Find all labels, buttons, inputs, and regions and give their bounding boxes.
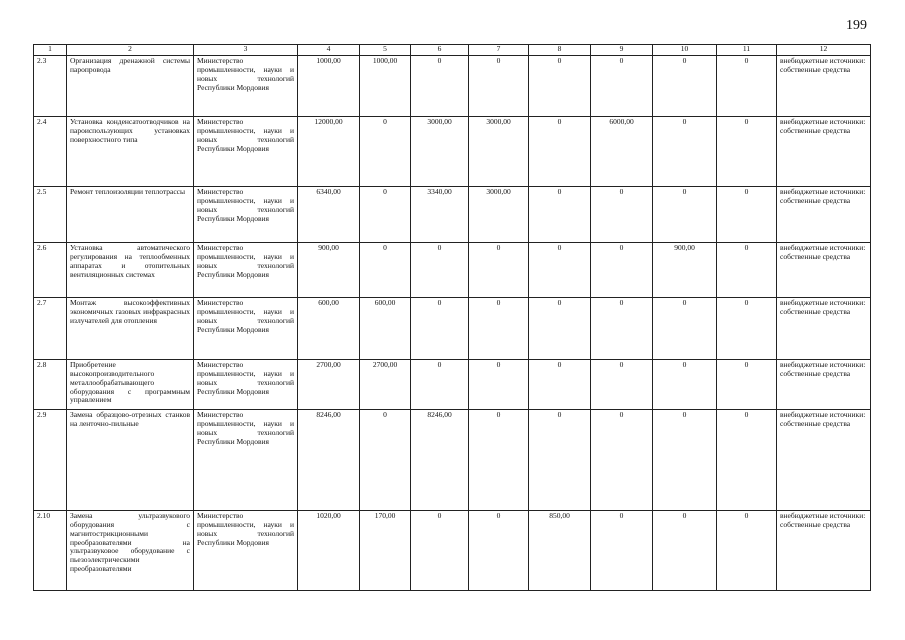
amount-cell: 0 bbox=[411, 298, 469, 360]
amount-cell: 0 bbox=[591, 360, 653, 410]
amount-cell: 0 bbox=[653, 117, 717, 187]
amount-cell: 3000,00 bbox=[469, 187, 529, 243]
measure-name: Установка автоматического регулирования на теплообменных аппаратах и отопительных вентиляционных системах bbox=[67, 243, 194, 298]
amount-cell: 0 bbox=[717, 298, 777, 360]
amount-cell: 850,00 bbox=[529, 511, 591, 591]
amount-cell: 0 bbox=[360, 117, 411, 187]
amount-cell: 0 bbox=[717, 410, 777, 511]
amount-cell: 0 bbox=[717, 187, 777, 243]
funding-source: внебюджетные источники: собственные средства bbox=[777, 298, 871, 360]
amount-cell: 600,00 bbox=[360, 298, 411, 360]
table-row bbox=[34, 56, 871, 117]
column-header: 12 bbox=[777, 45, 871, 56]
amount-cell: 0 bbox=[360, 243, 411, 298]
funding-source: внебюджетные источники: собственные средства bbox=[777, 360, 871, 410]
amount-cell: 0 bbox=[653, 511, 717, 591]
amount-cell: 8246,00 bbox=[411, 410, 469, 511]
amount-cell: 0 bbox=[529, 410, 591, 511]
executor: Министерство промышленности, науки и новых технологий Республики Мордовия bbox=[194, 298, 298, 360]
table-row bbox=[34, 117, 871, 187]
funding-source: внебюджетные источники: собственные средства bbox=[777, 243, 871, 298]
amount-cell: 0 bbox=[591, 56, 653, 117]
measure-name: Ремонт теплоизоляции теплотрассы bbox=[67, 187, 194, 243]
amount-cell: 0 bbox=[469, 298, 529, 360]
funding-source: внебюджетные источники: собственные средства bbox=[777, 410, 871, 511]
measure-name: Приобретение высокопроизводительного металлообрабатывающего оборудования с программным управлением bbox=[67, 360, 194, 410]
amount-cell: 0 bbox=[529, 187, 591, 243]
amount-cell: 0 bbox=[469, 243, 529, 298]
amount-cell: 1000,00 bbox=[360, 56, 411, 117]
amount-cell: 0 bbox=[653, 360, 717, 410]
executor: Министерство промышленности, науки и новых технологий Республики Мордовия bbox=[194, 243, 298, 298]
executor: Министерство промышленности, науки и новых технологий Республики Мордовия bbox=[194, 360, 298, 410]
measure-number: 2.7 bbox=[34, 298, 67, 360]
amount-cell: 0 bbox=[411, 360, 469, 410]
amount-cell: 0 bbox=[411, 56, 469, 117]
amount-cell: 170,00 bbox=[360, 511, 411, 591]
amount-cell: 0 bbox=[653, 298, 717, 360]
amount-total: 900,00 bbox=[298, 243, 360, 298]
column-header: 6 bbox=[411, 45, 469, 56]
amount-total: 600,00 bbox=[298, 298, 360, 360]
measure-number: 2.6 bbox=[34, 243, 67, 298]
amount-cell: 0 bbox=[469, 360, 529, 410]
column-header: 10 bbox=[653, 45, 717, 56]
amount-cell: 0 bbox=[717, 117, 777, 187]
table-row bbox=[34, 298, 871, 360]
funding-source: внебюджетные источники: собственные средства bbox=[777, 56, 871, 117]
column-header: 5 bbox=[360, 45, 411, 56]
executor: Министерство промышленности, науки и новых технологий Республики Мордовия bbox=[194, 187, 298, 243]
amount-cell: 0 bbox=[591, 511, 653, 591]
amount-cell: 0 bbox=[529, 243, 591, 298]
amount-cell: 0 bbox=[529, 56, 591, 117]
table-header-row bbox=[34, 45, 871, 56]
column-header: 4 bbox=[298, 45, 360, 56]
amount-cell: 0 bbox=[653, 410, 717, 511]
measure-number: 2.9 bbox=[34, 410, 67, 511]
table-row bbox=[34, 360, 871, 410]
amount-cell: 3000,00 bbox=[469, 117, 529, 187]
amount-cell: 900,00 bbox=[653, 243, 717, 298]
executor: Министерство промышленности, науки и новых технологий Республики Мордовия bbox=[194, 117, 298, 187]
amount-cell: 0 bbox=[591, 243, 653, 298]
amount-cell: 0 bbox=[411, 511, 469, 591]
measure-name: Замена образцово-отрезных станков на ленточно-пильные bbox=[67, 410, 194, 511]
amount-cell: 0 bbox=[469, 56, 529, 117]
column-header: 11 bbox=[717, 45, 777, 56]
measure-name: Замена ультразвукового оборудования с магнитострикционными преобразователями на ультразвуковое оборудование с пьезоэлектрическими преобразователями bbox=[67, 511, 194, 591]
column-header: 7 bbox=[469, 45, 529, 56]
funding-source: внебюджетные источники: собственные средства bbox=[777, 117, 871, 187]
amount-cell: 0 bbox=[529, 117, 591, 187]
amount-cell: 0 bbox=[591, 187, 653, 243]
amount-total: 1020,00 bbox=[298, 511, 360, 591]
amount-total: 12000,00 bbox=[298, 117, 360, 187]
column-header: 3 bbox=[194, 45, 298, 56]
column-header: 2 bbox=[67, 45, 194, 56]
amount-cell: 0 bbox=[529, 360, 591, 410]
amount-total: 2700,00 bbox=[298, 360, 360, 410]
amount-cell: 0 bbox=[653, 187, 717, 243]
amount-cell: 0 bbox=[360, 187, 411, 243]
table-row bbox=[34, 511, 871, 591]
page-number: 199 bbox=[846, 18, 867, 33]
measure-number: 2.3 bbox=[34, 56, 67, 117]
table-row bbox=[34, 187, 871, 243]
funding-source: внебюджетные источники: собственные средства bbox=[777, 511, 871, 591]
amount-cell: 0 bbox=[529, 298, 591, 360]
funding-source: внебюджетные источники: собственные средства bbox=[777, 187, 871, 243]
amount-cell: 3000,00 bbox=[411, 117, 469, 187]
amount-total: 8246,00 bbox=[298, 410, 360, 511]
amount-total: 1000,00 bbox=[298, 56, 360, 117]
amount-total: 6340,00 bbox=[298, 187, 360, 243]
amount-cell: 0 bbox=[717, 243, 777, 298]
executor: Министерство промышленности, науки и новых технологий Республики Мордовия bbox=[194, 410, 298, 511]
amount-cell: 0 bbox=[469, 511, 529, 591]
amount-cell: 0 bbox=[717, 360, 777, 410]
table-row bbox=[34, 410, 871, 511]
amount-cell: 0 bbox=[591, 410, 653, 511]
measure-name: Организация дренажной системы паропровода bbox=[67, 56, 194, 117]
executor: Министерство промышленности, науки и новых технологий Республики Мордовия bbox=[194, 56, 298, 117]
program-measures-table bbox=[33, 44, 871, 591]
amount-cell: 0 bbox=[717, 511, 777, 591]
column-header: 8 bbox=[529, 45, 591, 56]
table-row bbox=[34, 243, 871, 298]
measure-name: Установка конденсатоотводчиков на пароиспользующих установках поверхностного типа bbox=[67, 117, 194, 187]
amount-cell: 0 bbox=[360, 410, 411, 511]
amount-cell: 0 bbox=[717, 56, 777, 117]
measure-number: 2.10 bbox=[34, 511, 67, 591]
executor: Министерство промышленности, науки и новых технологий Республики Мордовия bbox=[194, 511, 298, 591]
measure-number: 2.5 bbox=[34, 187, 67, 243]
column-header: 1 bbox=[34, 45, 67, 56]
measure-number: 2.4 bbox=[34, 117, 67, 187]
amount-cell: 3340,00 bbox=[411, 187, 469, 243]
amount-cell: 6000,00 bbox=[591, 117, 653, 187]
amount-cell: 0 bbox=[469, 410, 529, 511]
amount-cell: 0 bbox=[591, 298, 653, 360]
amount-cell: 2700,00 bbox=[360, 360, 411, 410]
amount-cell: 0 bbox=[653, 56, 717, 117]
measure-number: 2.8 bbox=[34, 360, 67, 410]
column-header: 9 bbox=[591, 45, 653, 56]
measure-name: Монтаж высокоэффективных экономичных газовых инфракрасных излучателей для отопления bbox=[67, 298, 194, 360]
amount-cell: 0 bbox=[411, 243, 469, 298]
